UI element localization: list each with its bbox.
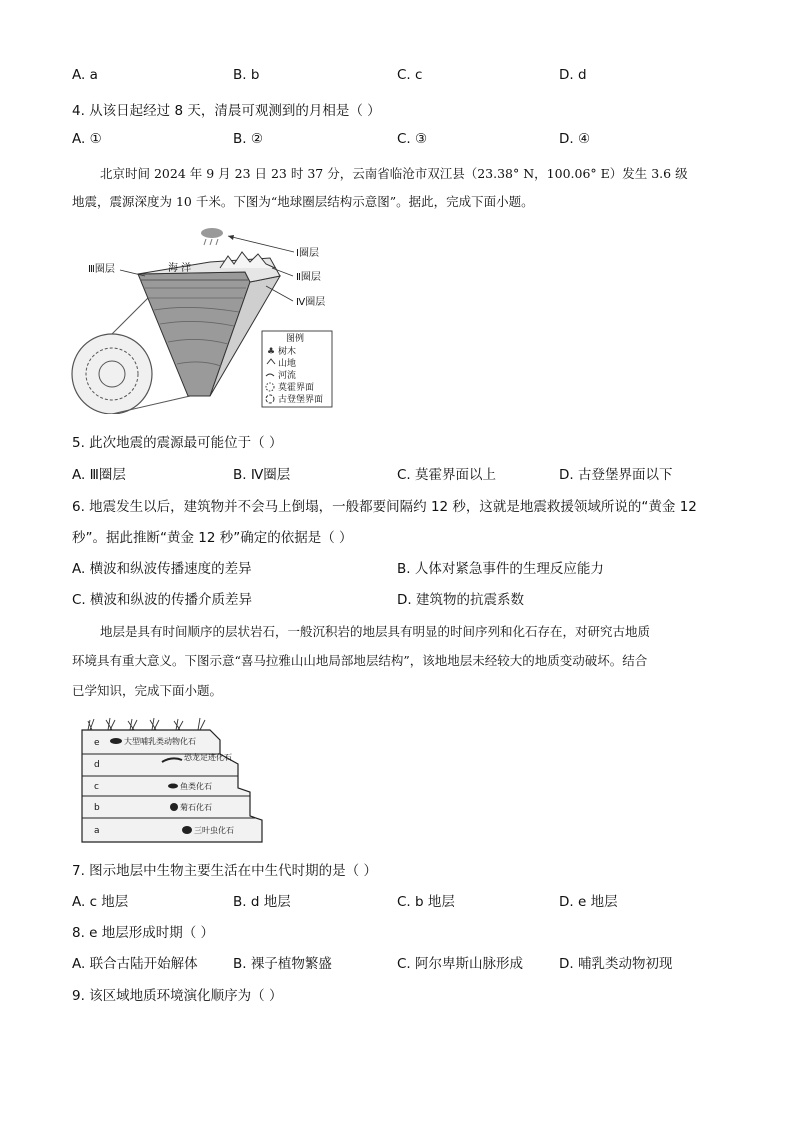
- ocean-label: 海 洋: [168, 263, 192, 274]
- q3-option-a: A. a: [72, 67, 98, 83]
- tree-icon: ♣: [267, 347, 276, 357]
- fossil-label-a: 三叶虫化石: [194, 826, 234, 835]
- passage2-line1: 地层是具有时间顺序的层状岩石，一般沉积岩的地层具有明显的时间序列和化石存在，对研究古地质: [100, 624, 651, 639]
- q7-option-d: D. e 地层: [559, 894, 618, 910]
- ammonite-fossil-icon: [170, 803, 178, 811]
- q8-option-d: D. 哺乳类动物初现: [559, 956, 673, 972]
- q5-option-c: C. 莫霍界面以上: [397, 467, 497, 483]
- q6-option-b: B. 人体对紧急事件的生理反应能力: [397, 561, 604, 577]
- q9-stem: 9. 该区域地质环境演化顺序为（ ）: [72, 988, 283, 1004]
- fossil-label-e: 大型哺乳类动物化石: [124, 737, 196, 746]
- layer-letter-b: b: [94, 803, 100, 813]
- strata-diagram: [80, 710, 280, 850]
- q6-option-c: C. 横波和纵波的传播介质差异: [72, 592, 253, 608]
- label-sphere-4: Ⅳ圈层: [296, 297, 326, 308]
- q8-option-a: A. 联合古陆开始解体: [72, 956, 198, 972]
- mammal-fossil-icon: [110, 738, 122, 744]
- q7-option-a: A. c 地层: [72, 894, 129, 910]
- legend-title: 图例: [286, 334, 305, 344]
- legend-item-moho: 莫霍界面: [278, 383, 315, 393]
- trilobite-fossil-icon: [182, 826, 192, 834]
- q4-option-d: D. ④: [559, 131, 591, 147]
- q6-stem-line1: 6. 地震发生以后，建筑物并不会马上倒塌，一般都要间隔约 12 秒，这就是地震救援领域所说的“黄金 12: [72, 499, 697, 515]
- q6-option-a: A. 横波和纵波传播速度的差异: [72, 561, 252, 577]
- q3-option-d: D. d: [559, 67, 587, 83]
- passage1-line1: 北京时间 2024 年 9 月 23 日 23 时 37 分，云南省临沧市双江县（23.38° N，100.06° E）发生 3.6 级: [100, 166, 688, 181]
- label-sphere-1: Ⅰ圈层: [296, 248, 319, 259]
- legend-item-river: 河流: [278, 371, 297, 381]
- fossil-label-d: 恐龙足迹化石: [184, 753, 232, 762]
- q7-stem: 7. 图示地层中生物主要生活在中生代时期的是（ ）: [72, 863, 377, 879]
- q6-stem-line2: 秒”。据此推断“黄金 12 秒”确定的依据是（ ）: [72, 530, 353, 546]
- passage2-line3: 已学知识，完成下面小题。: [72, 683, 223, 698]
- q3-option-b: B. b: [233, 67, 260, 83]
- layer-letter-c: c: [94, 782, 99, 792]
- legend-item-mountain: 山地: [278, 359, 297, 369]
- fish-fossil-icon: [168, 784, 178, 789]
- legend-item-tree: 树木: [278, 347, 297, 357]
- earth-sphere-diagram: [70, 224, 340, 414]
- legend-item-gutenberg: 古登堡界面: [278, 395, 324, 405]
- grass-icon: [88, 718, 205, 730]
- q5-option-d: D. 古登堡界面以下: [559, 467, 673, 483]
- layer-letter-a: a: [94, 826, 100, 836]
- q8-option-c: C. 阿尔卑斯山脉形成: [397, 956, 524, 972]
- passage2-line2: 环境具有重大意义。下图示意“喜马拉雅山山地局部地层结构”，该地地层未经较大的地质变动破坏。结合: [72, 653, 648, 668]
- q5-option-b: B. Ⅳ圈层: [233, 467, 291, 483]
- label-sphere-2: Ⅱ圈层: [296, 272, 321, 283]
- fossil-label-b: 菊石化石: [180, 803, 212, 812]
- layer-letter-d: d: [94, 760, 100, 770]
- q8-stem: 8. e 地层形成时期（ ）: [72, 925, 215, 941]
- q7-option-b: B. d 地层: [233, 894, 291, 910]
- layer-letter-e: e: [94, 738, 100, 748]
- q3-option-c: C. c: [397, 67, 423, 83]
- q4-option-b: B. ②: [233, 131, 263, 147]
- q7-option-c: C. b 地层: [397, 894, 455, 910]
- q5-option-a: A. Ⅲ圈层: [72, 467, 126, 483]
- q4-option-c: C. ③: [397, 131, 428, 147]
- q4-stem: 4. 从该日起经过 8 天，清晨可观测到的月相是（ ）: [72, 103, 381, 119]
- q5-stem: 5. 此次地震的震源最可能位于（ ）: [72, 435, 283, 451]
- fossil-label-c: 鱼类化石: [180, 782, 212, 791]
- q6-option-d: D. 建筑物的抗震系数: [397, 592, 524, 608]
- passage1-line2: 地震，震源深度为 10 千米。下图为“地球圈层结构示意图”。据此，完成下面小题。: [72, 194, 534, 209]
- q8-option-b: B. 裸子植物繁盛: [233, 956, 332, 972]
- globe: [72, 334, 152, 414]
- label-sphere-3: Ⅲ圈层: [88, 264, 115, 275]
- q4-option-a: A. ①: [72, 131, 102, 147]
